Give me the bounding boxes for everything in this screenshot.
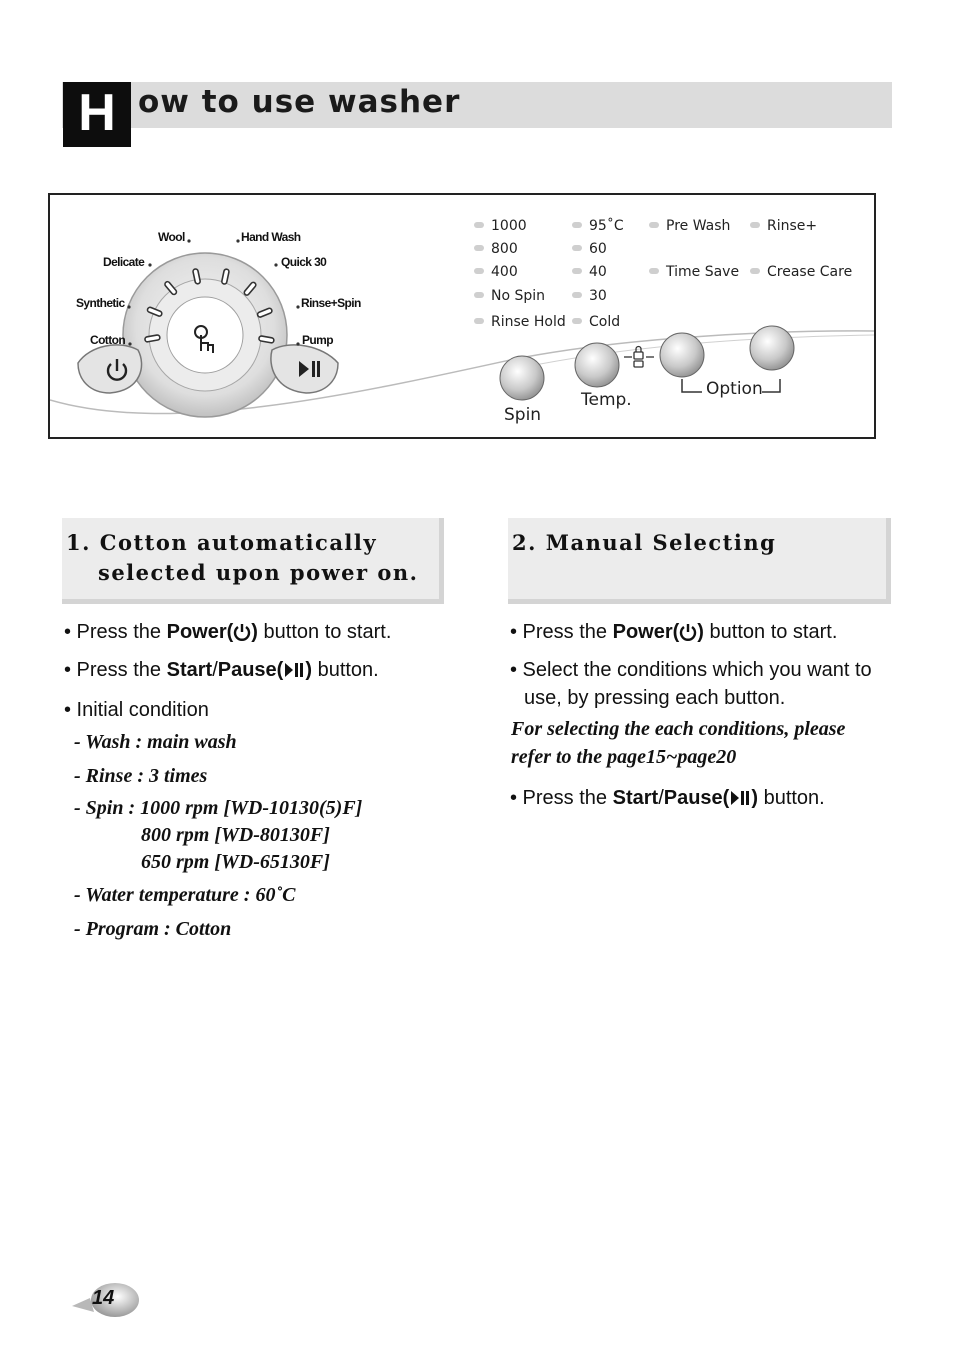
temp-option: 95˚C	[572, 218, 624, 234]
program-quick30: Quick 30	[281, 255, 327, 269]
program-pump: Pump	[302, 333, 333, 347]
option-crease-care: Crease Care	[750, 264, 852, 280]
section2-bullet-select: • Select the conditions which you want to	[510, 659, 872, 681]
program-hand-wash: Hand Wash	[241, 230, 301, 244]
program-cotton: Cotton	[90, 333, 126, 347]
program-rinse-spin: Rinse+Spin	[301, 296, 361, 310]
temp-option: 40	[572, 264, 607, 280]
power-icon	[233, 623, 251, 641]
temp-label: Temp.	[581, 390, 632, 410]
program-delicate: Delicate	[103, 255, 145, 269]
spin-option: Rinse Hold	[474, 314, 566, 330]
option-rinse-plus: Rinse+	[750, 218, 817, 234]
section1-title-line2: selected upon power on.	[98, 560, 419, 585]
section1-bullet-power: • Press the Power( ) button to start.	[64, 621, 392, 643]
spin-option: 800	[474, 241, 518, 257]
initial-water-temp: - Water temperature : 60˚C	[74, 884, 296, 906]
page-title: ow to use washer	[138, 84, 461, 120]
option-knob-1[interactable]	[660, 333, 704, 377]
section1-title-line1: 1. Cotton automatically	[66, 530, 378, 555]
section1-bullet-initial: • Initial condition	[64, 699, 209, 721]
option-label: Option	[706, 379, 763, 399]
section2-note-line1: For selecting the each conditions, please	[511, 718, 846, 740]
spin-knob[interactable]	[500, 356, 544, 400]
title-initial: H	[63, 82, 131, 147]
initial-wash: - Wash : main wash	[74, 731, 237, 753]
power-button-shape	[78, 345, 142, 393]
power-icon	[679, 623, 697, 641]
spin-option: No Spin	[474, 288, 545, 304]
program-synthetic: Synthetic	[76, 296, 125, 310]
section2-bullet-power: • Press the Power( ) button to start.	[510, 621, 838, 643]
temp-option: Cold	[572, 314, 620, 330]
temp-option: 60	[572, 241, 607, 257]
section2-title: 2. Manual Selecting	[512, 530, 777, 555]
temp-knob[interactable]	[575, 343, 619, 387]
initial-rinse: - Rinse : 3 times	[74, 765, 208, 787]
start-pause-icon	[283, 661, 305, 679]
start-pause-icon	[729, 789, 751, 807]
section1-bullet-start: • Press the Start/Pause( ) button.	[64, 659, 379, 681]
section2-bullet-start: • Press the Start/Pause( ) button.	[510, 787, 825, 809]
option-pre-wash: Pre Wash	[649, 218, 730, 234]
initial-program: - Program : Cotton	[74, 918, 232, 940]
spin-option: 400	[474, 264, 518, 280]
spin-option: 1000	[474, 218, 527, 234]
program-wool: Wool	[158, 230, 185, 244]
control-panel-illustration	[48, 193, 876, 439]
temp-option: 30	[572, 288, 607, 304]
option-time-save: Time Save	[649, 264, 739, 280]
option-knob-2[interactable]	[750, 326, 794, 370]
section2-bullet-select-cont: use, by pressing each button.	[524, 687, 786, 709]
page-number: 14	[92, 1287, 115, 1309]
spin-label: Spin	[504, 405, 542, 425]
initial-spin-3: 650 rpm [WD-65130F]	[141, 851, 330, 873]
initial-spin: - Spin : 1000 rpm [WD-10130(5)F]	[74, 797, 363, 819]
section2-note-line2: refer to the page15~page20	[511, 746, 737, 768]
initial-spin-2: 800 rpm [WD-80130F]	[141, 824, 330, 846]
